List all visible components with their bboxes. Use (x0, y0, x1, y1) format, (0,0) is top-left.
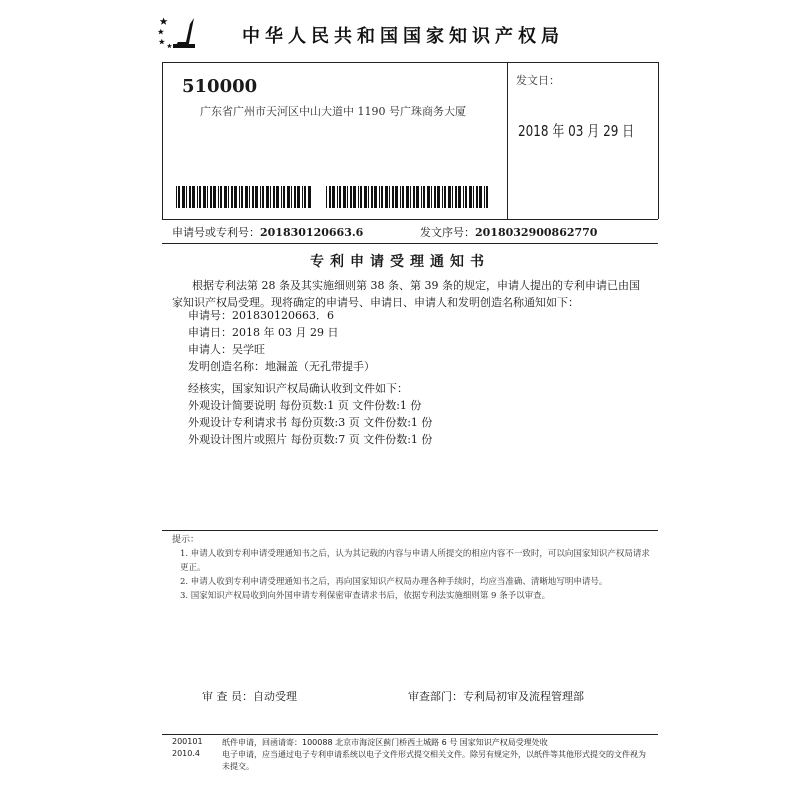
application-number-label: 申请号或专利号： (172, 226, 260, 239)
postcode: 510000 (182, 76, 258, 97)
tips-list (180, 547, 650, 603)
tip-item: 3. 国家知识产权局收到向外国申请专利保密审查请求书后，依据专利法实施细则第 9 条予以审查。 (180, 591, 551, 601)
send-date-label: 发文日： (516, 74, 560, 87)
serial-number-row (420, 224, 597, 240)
document-line: 外观设计简要说明 每份页数:1 页 文件份数:1 份 (188, 399, 422, 412)
notice-title: 专利申请受理通知书 (310, 254, 490, 270)
application-details (188, 307, 375, 375)
tips-label: 提示： (172, 535, 200, 545)
form-code: 200101 (172, 737, 203, 746)
application-number: 201830120663.6 (260, 226, 364, 239)
document-line: 外观设计图片或照片 每份页数:7 页 文件份数:1 份 (188, 433, 433, 446)
refs-underline (162, 243, 658, 244)
box-top-border (162, 62, 658, 63)
box-bottom-border (162, 219, 658, 220)
form-version: 2010.4 (172, 749, 200, 758)
office-name: 中华人民共和国国家知识产权局 (242, 26, 564, 47)
cnipa-logo-icon (158, 14, 198, 50)
detail-line: 申请人：吴学旺 (188, 343, 265, 356)
paper-filing-note: 纸件申请，回函请寄：100088 北京市海淀区蓟门桥西土城路 6 号 国家知识产权局受理处收 (222, 738, 548, 747)
detail-line: 申请号：201830120663．6 (188, 309, 334, 322)
box-left-border (162, 62, 163, 219)
application-number-row (172, 224, 363, 240)
send-date-value: 2018 年 03 月 29 日 (518, 122, 635, 140)
tip-item: 2. 申请人收到专利申请受理通知书之后，再向国家知识产权局办理各种手续时，均应当准确、清晰地写明申请号。 (180, 577, 608, 587)
tip-item: 1. 申请人收到专利申请受理通知书之后，认为其记载的内容与申请人所提交的相应内容不一致时，可以向国家知识产权局请求更正。 (180, 549, 650, 573)
footer-divider (162, 734, 658, 735)
tips-divider (162, 530, 658, 531)
documents-intro: 经核实，国家知识产权局确认收到文件如下： (188, 382, 408, 395)
detail-line: 申请日：2018 年 03 月 29 日 (188, 326, 339, 339)
box-right-border (658, 62, 659, 219)
serial-number: 2018032900862770 (475, 226, 598, 239)
examiner: 审 查 员：自动受理 (202, 690, 297, 703)
notice-intro: 根据专利法第 28 条及其实施细则第 38 条、第 39 条的规定，申请人提出的专利申请已由国家知识产权局受理。现将确定的申请号、申请日、申请人和发明创造名称通知如下： (172, 279, 640, 309)
mailing-address: 广东省广州市天河区中山大道中 1190 号广珠商务大厦 (200, 105, 466, 118)
electronic-filing-note: 电子申请，应当通过电子专利申请系统以电子文件形式提交相关文件。除另有规定外，以纸件等其他形式提交的文件视为未提交。 (222, 750, 646, 771)
received-documents (188, 380, 432, 448)
box-divider (507, 62, 508, 219)
examining-department: 审查部门：专利局初审及流程管理部 (408, 690, 584, 703)
barcode-right (326, 186, 492, 208)
barcode-left (176, 186, 314, 208)
document-line: 外观设计专利请求书 每份页数:3 页 文件份数:1 份 (188, 416, 433, 429)
serial-number-label: 发文序号： (420, 226, 475, 239)
detail-line: 发明创造名称：地漏盖（无孔带提手） (188, 360, 375, 373)
